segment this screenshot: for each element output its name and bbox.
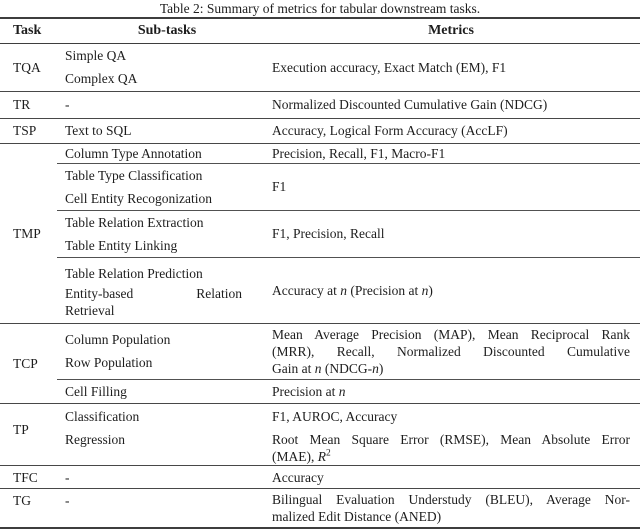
metrics-line: Mean Average Precision (MAP), Mean Reciprocal Rank [272, 326, 630, 342]
subtask-cell-tp-1: Classification [65, 408, 140, 424]
subtask-line: Simple QA [65, 48, 127, 63]
table-row-tp-1 [0, 403, 640, 429]
table-row-tmp-4 [0, 257, 640, 323]
metrics-cell-tp-1: F1, AUROC, Accuracy [272, 408, 398, 424]
metrics-line: (MRR), Recall, Normalized Discounted Cumulative [272, 343, 630, 359]
table-row-tcp-1 [0, 323, 640, 379]
header-subtasks: Sub-tasks [57, 18, 257, 43]
metrics-cell-tp-2 [257, 429, 640, 466]
task-cell-tfc: TFC [0, 466, 57, 489]
subtask-line: Row Population [65, 355, 153, 370]
subtask-line: Table Entity Linking [65, 237, 178, 253]
metrics-line: malized Edit Distance (ANED) [272, 508, 442, 524]
subtask-cell-tg: - [57, 489, 257, 528]
task-cell-tcp: TCP [0, 323, 57, 403]
table-row-tmp-3 [0, 210, 640, 257]
subtask-line: Entity-based Relation [65, 285, 242, 301]
table-caption: Table 2: Summary of metrics for tabular downstream tasks. [159, 1, 481, 16]
metrics-line: Root Mean Square Error (RMSE), Mean Absolute Error [272, 432, 630, 447]
subtask-cell-tcp-1 [57, 323, 257, 379]
subtask-cell-tmp-4 [57, 257, 257, 323]
subtask-cell-tcp-2: Cell Filling [57, 379, 257, 403]
subtask-cell-tmp-2 [57, 163, 257, 210]
metrics-table [0, 17, 640, 529]
metrics-cell-tfc: Accuracy [257, 466, 640, 489]
header-task: Task [0, 18, 57, 43]
subtask-line: Table Type Classification [65, 167, 203, 183]
task-cell-tsp: TSP [0, 118, 57, 143]
table-row-tp-2 [0, 429, 640, 466]
task-cell-tqa: TQA [0, 43, 57, 91]
task-cell-tp: TP [0, 403, 57, 466]
subtask-cell-tr: - [57, 91, 257, 118]
metrics-cell-tr: Normalized Discounted Cumulative Gain (NDCG) [257, 91, 640, 118]
metrics-cell-tg [257, 489, 640, 528]
subtask-cell-tmp-1: Column Type Annotation [57, 143, 257, 163]
table-row-tr [0, 91, 640, 118]
table-row-tqa [0, 43, 640, 91]
task-cell-tg: TG [0, 489, 57, 528]
metrics-cell-tmp-1: Precision, Recall, F1, Macro-F1 [257, 143, 640, 163]
metrics-cell-tcp-1 [257, 323, 640, 379]
metrics-cell-tqa: Execution accuracy, Exact Match (EM), F1 [257, 43, 640, 91]
metrics-line: Gain at n (NDCG-n) [272, 360, 384, 376]
metrics-cell-tcp-2: Precision at n [257, 379, 640, 403]
header-row [0, 18, 640, 43]
subtask-line: Table Relation Prediction [65, 265, 203, 281]
subtask-cell-tp-2: Regression [57, 429, 257, 466]
table-row-tg [0, 489, 640, 528]
metrics-line: Bilingual Evaluation Understudy (BLEU), Average Nor- [272, 491, 630, 507]
table-row-tcp-2 [0, 379, 640, 403]
subtask-line: Cell Entity Recogonization [65, 190, 212, 206]
header-metrics: Metrics [257, 18, 640, 43]
subtask-line: Column Population [65, 332, 171, 347]
table-row-tsp [0, 118, 640, 143]
subtask-line: Retrieval [65, 302, 115, 318]
subtask-cell-tmp-3 [57, 210, 257, 257]
subtask-cell-tfc: - [57, 466, 257, 489]
metrics-cell-tsp: Accuracy, Logical Form Accuracy (AccLF) [257, 118, 640, 143]
metrics-cell-tmp-2: F1 [257, 163, 640, 210]
subtask-line: Table Relation Extraction [65, 214, 204, 230]
metrics-cell-tmp-3: F1, Precision, Recall [257, 210, 640, 257]
metrics-line: (MAE), $R^2$ [272, 448, 331, 464]
task-cell-tmp: TMP [0, 143, 57, 323]
subtask-cell-tqa [57, 43, 257, 91]
table-row-tmp-2 [0, 163, 640, 210]
subtask-line: Complex QA [65, 71, 138, 86]
subtask-cell-tsp: Text to SQL [57, 118, 257, 143]
table-row-tfc [0, 466, 640, 489]
metrics-cell-tmp-4: Accuracy at n (Precision at n) [257, 257, 640, 323]
table-row-tmp-1 [0, 143, 640, 163]
task-cell-tr: TR [0, 91, 57, 118]
